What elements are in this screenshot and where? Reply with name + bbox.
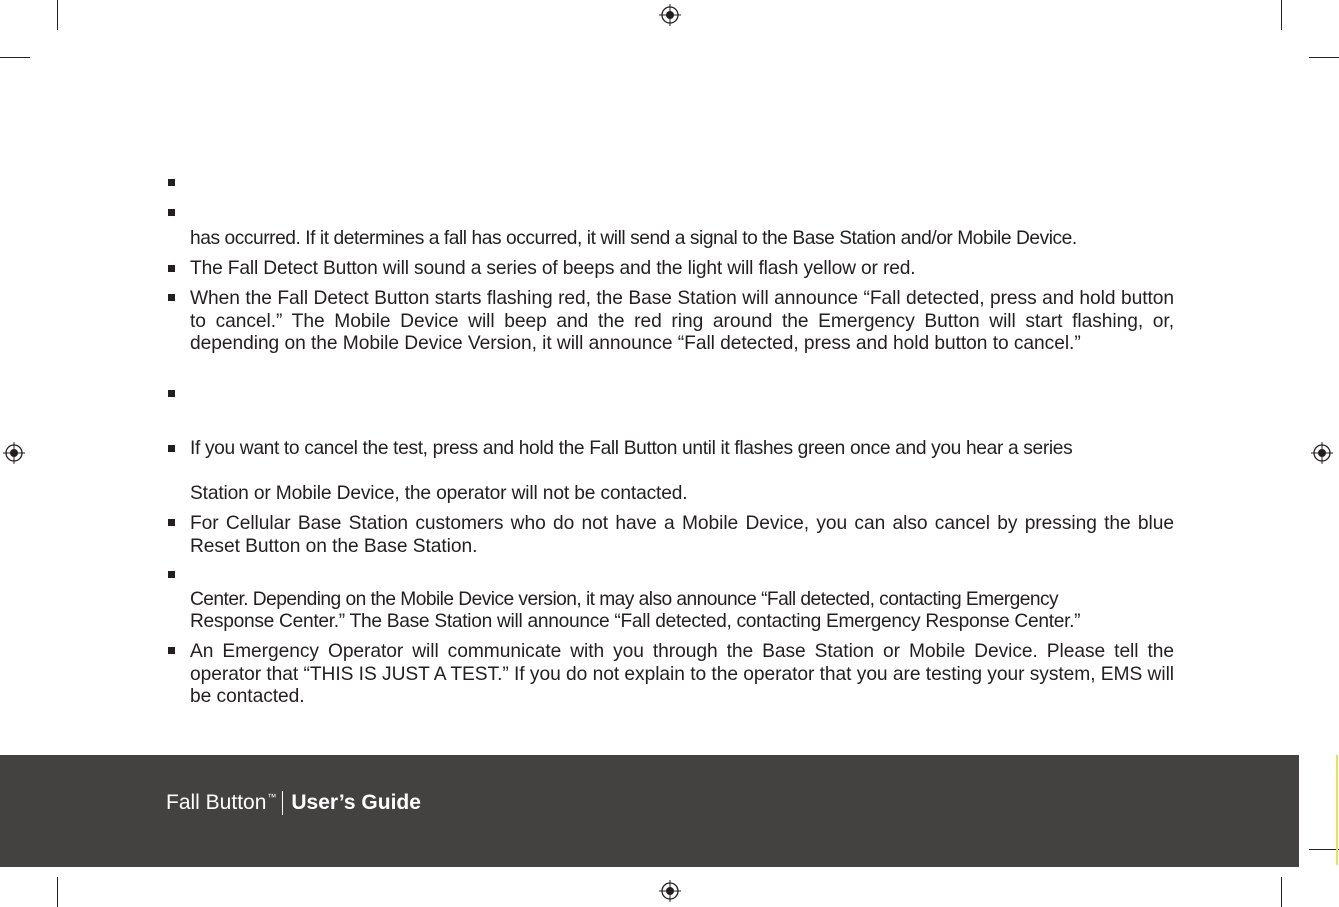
crop-mark-top-left-h xyxy=(0,57,30,58)
bullet-marker xyxy=(168,390,175,397)
bullet-marker xyxy=(168,519,175,526)
registration-mark-right-icon xyxy=(1311,442,1333,464)
crop-mark-top-right-v xyxy=(1281,0,1282,30)
product-name: Fall Button xyxy=(166,791,267,814)
bullet-cancel-test-line1: If you want to cancel the test, press and hold the Fall Button until it flashes green once and you hear a series xyxy=(190,438,1073,459)
bullet-marker xyxy=(168,209,175,216)
bullet-marker xyxy=(168,179,175,186)
bullet-emergency-center-line2: Center. Depending on the Mobile Device version, it may also announce “Fall detected, contacting Emergency xyxy=(190,589,1059,610)
registration-mark-bottom-icon xyxy=(659,880,681,902)
bullet-beeps-text: The Fall Detect Button will sound a series of beeps and the light will flash yellow or red. xyxy=(190,258,916,279)
crop-mark-bottom-right-h xyxy=(1309,849,1339,850)
crop-mark-bottom-left-v xyxy=(57,877,58,907)
bullet-cancel-test-line3: Station or Mobile Device, the operator will not be contacted. xyxy=(190,483,688,504)
bullet-fall-detection-text: has occurred. If it determines a fall has occurred, it will send a signal to the Base Station and/or Mobile Device. xyxy=(190,228,1077,249)
bullet-marker xyxy=(168,647,175,654)
bullet-emergency-center-line3: Response Center.” The Base Station will announce “Fall detected, contacting Emergency Response Center.” xyxy=(190,611,1081,632)
footer-band xyxy=(0,755,1299,867)
crop-mark-bottom-right-v xyxy=(1281,877,1282,907)
crop-mark-top-right-h xyxy=(1309,57,1339,58)
footer-title xyxy=(166,789,421,817)
bullet-flashing-red-text: When the Fall Detect Button starts flashing red, the Base Station will announce “Fall detected, press and hold button to cancel.” The Mobile Device will beep and the red ring around the Emergency Button will start flashing, or, depending on the Mobile Device Version, it will announce “Fall detected, press and hold button to cancel.” xyxy=(190,288,1174,354)
guide-title: User’s Guide xyxy=(291,791,421,814)
trademark-symbol: ™ xyxy=(267,792,277,802)
registration-mark-left-icon xyxy=(3,442,25,464)
bullet-marker xyxy=(168,445,175,452)
bullet-emergency-operator-text: An Emergency Operator will communicate with you through the Base Station or Mobile Device. Please tell the operator that “THIS IS JUST A TEST.” If you do not explain to the operator that you are testing your system, EMS will be contacted. xyxy=(190,641,1174,707)
title-separator xyxy=(282,791,283,815)
bullet-cellular-text: For Cellular Base Station customers who do not have a Mobile Device, you can also cancel by pressing the blue Reset Button on the Base Station. xyxy=(190,513,1174,557)
bullet-marker xyxy=(168,294,175,301)
crop-mark-top-left-v xyxy=(57,0,58,30)
registration-mark-top-icon xyxy=(659,4,681,26)
bullet-marker xyxy=(168,265,175,272)
edge-color-mark xyxy=(1336,755,1338,865)
bullet-marker xyxy=(168,571,175,578)
